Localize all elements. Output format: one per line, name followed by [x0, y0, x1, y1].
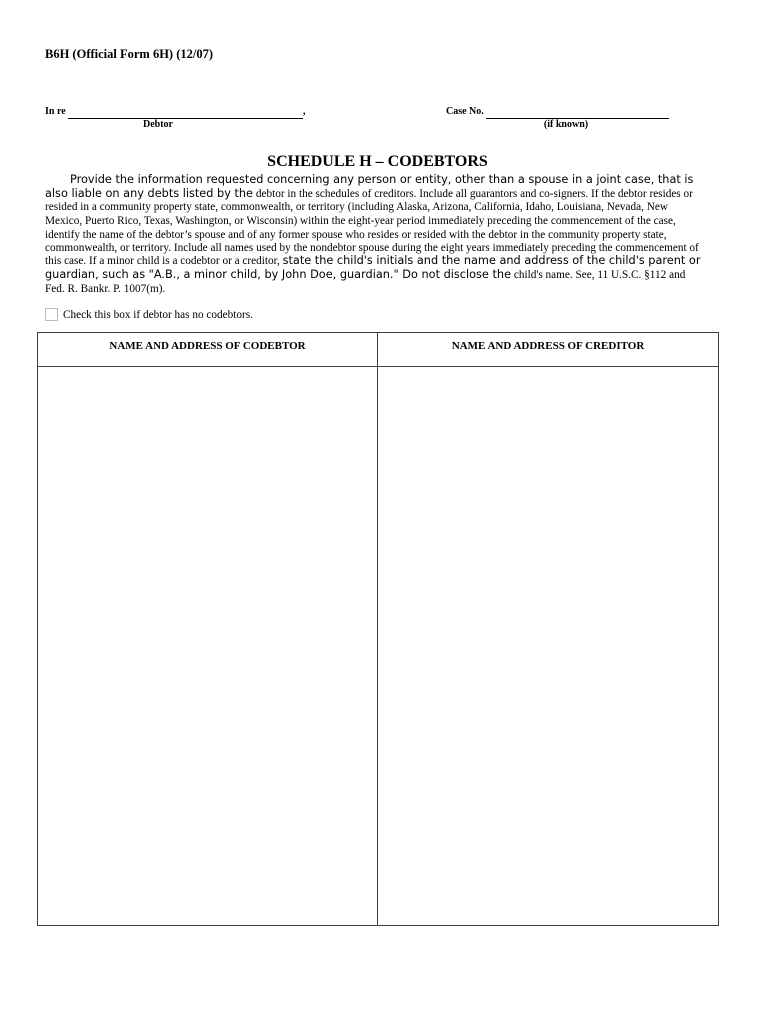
instructions-line	[45, 214, 676, 228]
column-header-creditor: NAME AND ADDRESS OF CREDITOR	[451, 340, 645, 352]
codebtor-entries-cell[interactable]	[38, 367, 378, 925]
instructions-text: commonwealth, or territory. Include all names used by the nondebtor spouse during the eight years immediately preceding the commencement of	[45, 242, 699, 254]
instructions-text: child's name. See, 11 U.S.C. §112 and	[513, 269, 686, 281]
instructions-text: Mexico, Puerto Rico, Texas, Washington, or Wisconsin) within the eight-year period immediately preceding the commencement of the case,	[45, 215, 676, 227]
no-codebtors-label: Check this box if debtor has no codebtors.	[63, 309, 253, 321]
case-no-label: Case No.	[446, 106, 484, 117]
instructions-line	[70, 173, 693, 187]
instructions-line	[45, 228, 667, 242]
column-header-codebtor: NAME AND ADDRESS OF CODEBTOR	[38, 333, 378, 366]
instructions-text: debtor in the schedules of creditors. Include all guarantors and co-signers. If the debtor resides or	[255, 188, 693, 200]
if-known-caption: (if known)	[543, 119, 589, 130]
case-no-field[interactable]	[486, 106, 669, 119]
instructions-line	[45, 254, 701, 268]
instructions-line	[45, 200, 668, 214]
codebtor-table	[37, 332, 719, 926]
instructions-text: Fed. R. Bankr. P. 1007(m).	[45, 283, 166, 295]
table-body	[38, 367, 718, 925]
instructions-text: identify the name of the debtor’s spouse and of any former spouse who resides or resided with the debtor in the community property state,	[45, 229, 667, 241]
instructions-line	[45, 282, 165, 296]
form-number: B6H (Official Form 6H) (12/07)	[45, 47, 214, 61]
instructions-text: state the child's initials and the name and address of the child's parent or	[282, 254, 701, 267]
schedule-title: SCHEDULE H – CODEBTORS	[267, 153, 488, 170]
no-codebtors-checkbox[interactable]	[45, 308, 58, 321]
instructions-line	[45, 187, 693, 201]
in-re-debtor-field[interactable]	[68, 106, 303, 119]
creditor-entries-cell[interactable]	[378, 367, 718, 925]
in-re-label: In re	[45, 106, 66, 117]
instructions-text: also liable on any debts listed by the	[45, 187, 254, 200]
instructions-line	[45, 268, 685, 282]
instructions-line	[45, 241, 699, 255]
in-re-comma: ,	[303, 106, 306, 117]
instructions-text: resided in a community property state, commonwealth, or territory (including Alaska, Arizona, California, Idaho, Louisiana, Nevada, New	[45, 201, 668, 213]
instructions-text: guardian, such as "A.B., a minor child, by John Doe, guardian." Do not disclose the	[45, 268, 512, 281]
instructions-text: this case. If a minor child is a codebtor or a creditor,	[45, 255, 280, 267]
instructions-text: Provide the information requested concerning any person or entity, other than a spouse in a joint case, that is	[70, 173, 694, 186]
debtor-caption: Debtor	[143, 119, 173, 130]
table-header-row	[38, 333, 718, 367]
